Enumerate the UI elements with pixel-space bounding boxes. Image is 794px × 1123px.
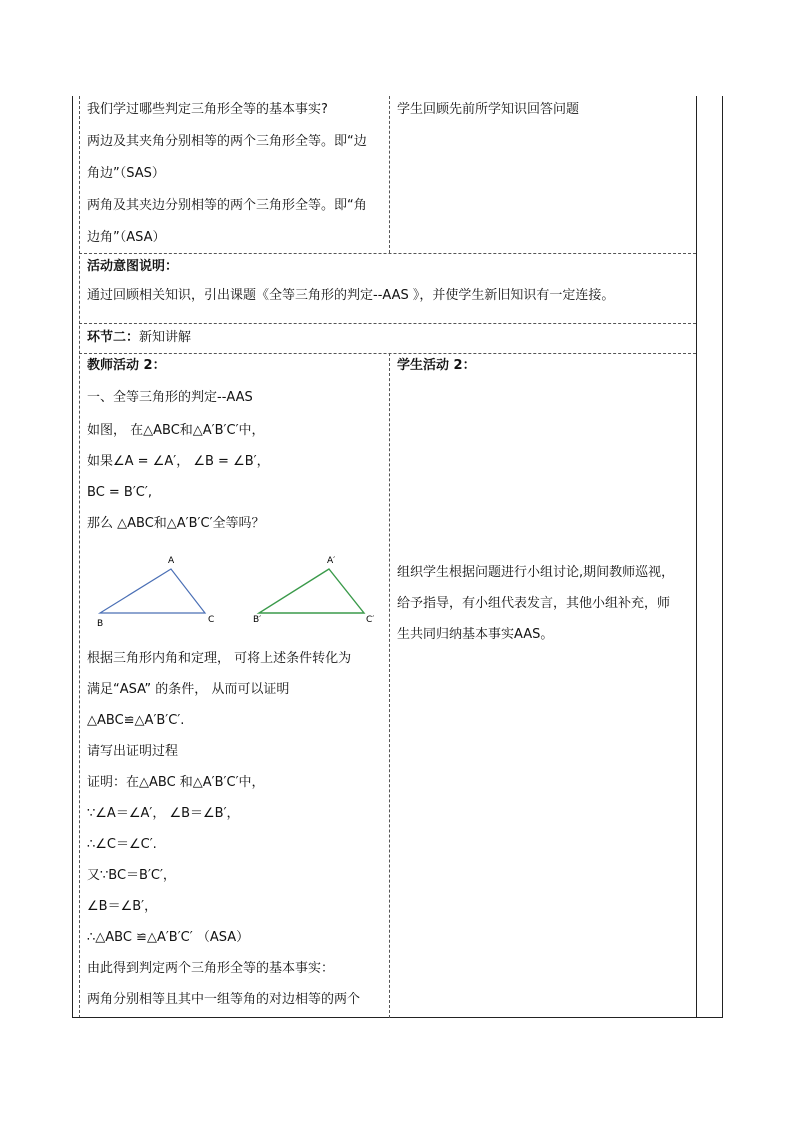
label-b-prime: B′ [253,615,262,625]
triangle-abc [100,569,205,613]
teacher-line: ∴△ABC ≌△A′B′C′ （ASA） [87,930,250,945]
review-answer-asa-line1: 两角及其夹边分别相等的两个三角形全等。即“角 [87,198,367,213]
teacher-line: 证明：在△ABC 和△A′B′C′中， [87,775,265,790]
teacher-line: ∵∠A＝∠A′， ∠B＝∠B′， [87,806,240,821]
intent-heading: 活动意图说明： [87,259,179,274]
teacher-line: ∠B＝∠B′， [87,899,158,914]
table-right-border [722,96,723,1018]
student-line: 组织学生根据问题进行小组讨论,期间教师巡视， [397,565,675,580]
label-b: B [97,619,104,629]
inner-right-border [696,96,697,1018]
row-separator-2 [79,323,696,324]
label-c: C [208,615,215,625]
student-activity-heading: 学生活动 2： [397,358,476,373]
teacher-line: 根据三角形内角和定理， 可将上述条件转化为 [87,651,352,666]
inner-left-border [79,96,80,1018]
row-separator-1 [79,253,696,254]
teacher-line: 一、全等三角形的判定--AAS [87,390,253,405]
section-heading [87,330,191,346]
review-answer-sas-line2: 角边”（SAS） [87,166,165,181]
section-title: 新知讲解 [139,330,192,345]
table-left-border [72,96,73,1018]
student-review-text: 学生回顾先前所学知识回答问题 [397,102,580,117]
review-answer-asa-line2: 边角”（ASA） [87,230,166,245]
section-prefix: 环节二： [87,330,140,345]
student-line: 给予指导，有小组代表发言，其他小组补充，师 [397,596,671,611]
teacher-line: 如图， 在△ABC和△A′B′C′中， [87,423,265,438]
teacher-line: ∴∠C＝∠C′. [87,837,157,852]
triangle-figure [88,548,388,633]
teacher-line: 两角分别相等且其中一组等角的对边相等的两个 [87,992,361,1007]
table-bottom-border [72,1017,722,1018]
label-a: A [168,556,175,566]
teacher-line: BC = B′C′, [87,485,152,500]
teacher-line: 那么 △ABC和△A′B′C′全等吗？ [87,516,265,531]
triangle-a-prime-b-prime-c-prime [259,569,364,613]
teacher-line: 如果∠A = ∠A′， ∠B = ∠B′， [87,454,270,469]
teacher-line: 又∵BC＝B′C′， [87,868,176,883]
student-line: 生共同归纳基本事实AAS。 [397,627,554,642]
teacher-line: 请写出证明过程 [87,744,179,759]
label-c-prime: C′ [366,615,375,625]
review-answer-sas-line1: 两边及其夹角分别相等的两个三角形全等。即“边 [87,134,367,149]
teacher-line: 满足“ASA” 的条件， 从而可以证明 [87,682,290,697]
column-divider-top [389,96,390,253]
row-separator-3 [79,353,696,354]
review-question: 我们学过哪些判定三角形全等的基本事实? [87,102,328,117]
teacher-line: △ABC≌△A′B′C′. [87,713,185,728]
label-a-prime: A′ [327,556,336,566]
teacher-activity-heading: 教师活动 2： [87,358,166,373]
intent-text: 通过回顾相关知识，引出课题《全等三角形的判定--AAS 》，并使学生新旧知识有一定连接。 [87,288,615,303]
teacher-line: 由此得到判定两个三角形全等的基本事实： [87,961,335,976]
column-divider-activity [389,353,390,1018]
